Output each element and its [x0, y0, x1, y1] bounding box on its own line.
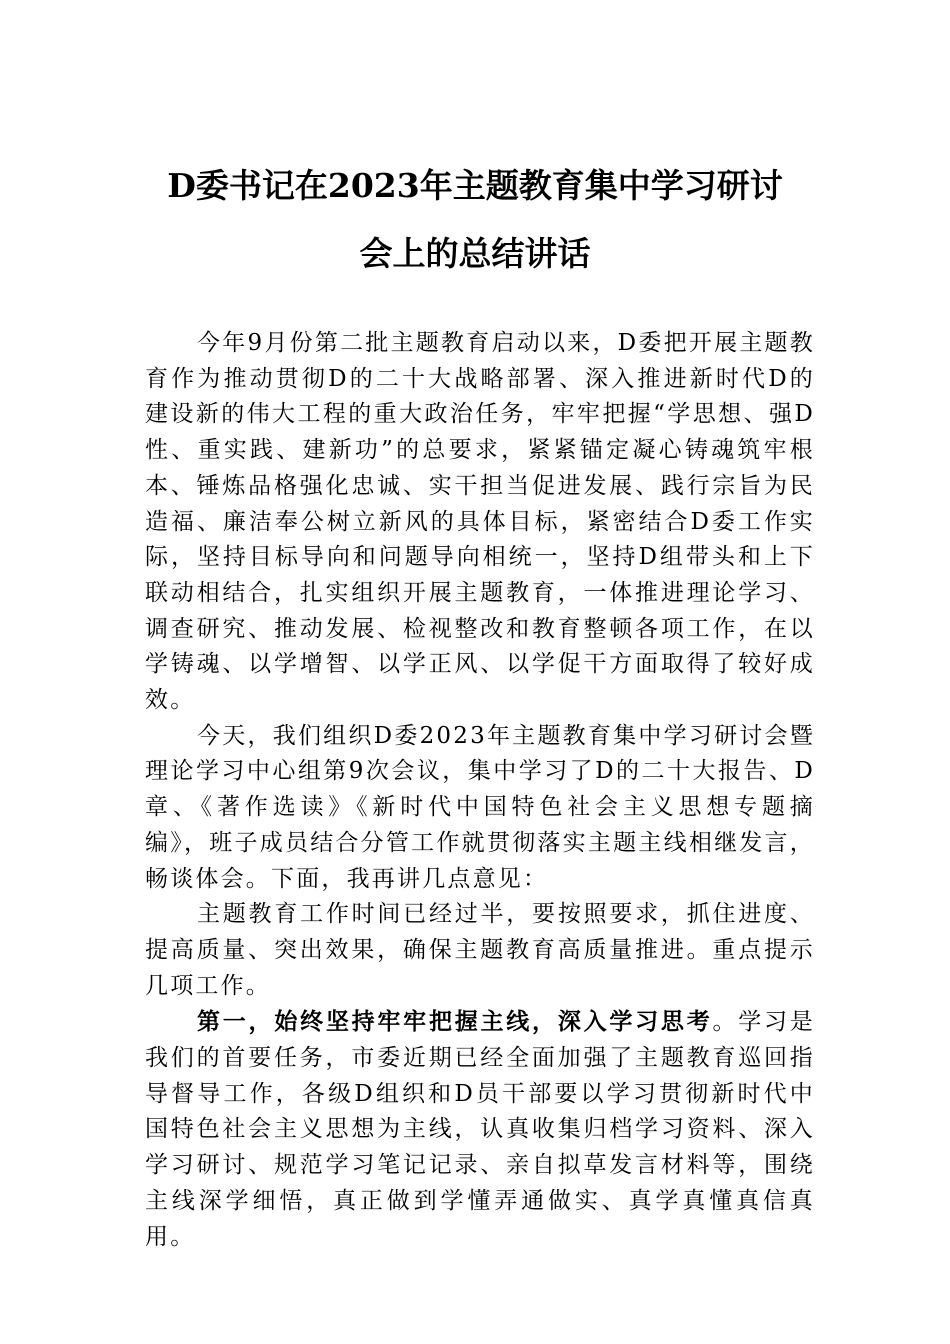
paragraph-3	[145, 897, 815, 1004]
document-title-line-1: D委书记在2023年主题教育集中学习研讨	[167, 166, 783, 205]
paragraph-4-lead: 第一，始终坚持牢牢把握主线，深入学习思考	[197, 1008, 713, 1036]
paragraph-1	[145, 326, 815, 719]
paragraph-4	[145, 1004, 815, 1255]
paragraph-2-text: 今天，我们组织D委2023年主题教育集中学习研讨会暨理论学习中心组第9次会议，集中学习了D的二十大报告、D章、《著作选读》《新时代中国特色社会主义思想专题摘编》，班子成员结合分管工作就贯彻落实主题主线相继发言，畅谈体会。下面，我再讲几点意见：	[145, 722, 815, 892]
document-body	[145, 326, 815, 1255]
paragraph-2	[145, 719, 815, 898]
paragraph-1-text: 今年9月份第二批主题教育启动以来，D委把开展主题教育作为推动贯彻D的二十大战略部署、深入推进新时代D的建设新的伟大工程的重大政治任务，牢牢把握“学思想、强D性、重实践、建新功”的总要求，紧紧锚定凝心铸魂筑牢根本、锤炼品格强化忠诚、实干担当促进发展、践行宗旨为民造福、廉洁奉公树立新风的具体目标，紧密结合D委工作实际，坚持目标导向和问题导向相统一，坚持D组带头和上下联动相结合，扎实组织开展主题教育，一体推进理论学习、调查研究、推动发展、检视整改和教育整顿各项工作，在以学铸魂、以学增智、以学正风、以学促干方面取得了较好成效。	[145, 330, 815, 714]
document-title-line-2: 会上的总结讲话	[359, 234, 591, 273]
paragraph-3-text: 主题教育工作时间已经过半，要按照要求，抓住进度、提高质量、突出效果，确保主题教育高质量推进。重点提示几项工作。	[145, 901, 815, 999]
paragraph-4-text: 。学习是我们的首要任务，市委近期已经全面加强了主题教育巡回指导督导工作，各级D组织和D员干部要以学习贯彻新时代中国特色社会主义思想为主线，认真收集归档学习资料、深入学习研讨、规范学习笔记记录、亲自拟草发言材料等，围绕主线深学细悟，真正做到学懂弄通做实、真学真懂真信真用。	[145, 1009, 815, 1250]
